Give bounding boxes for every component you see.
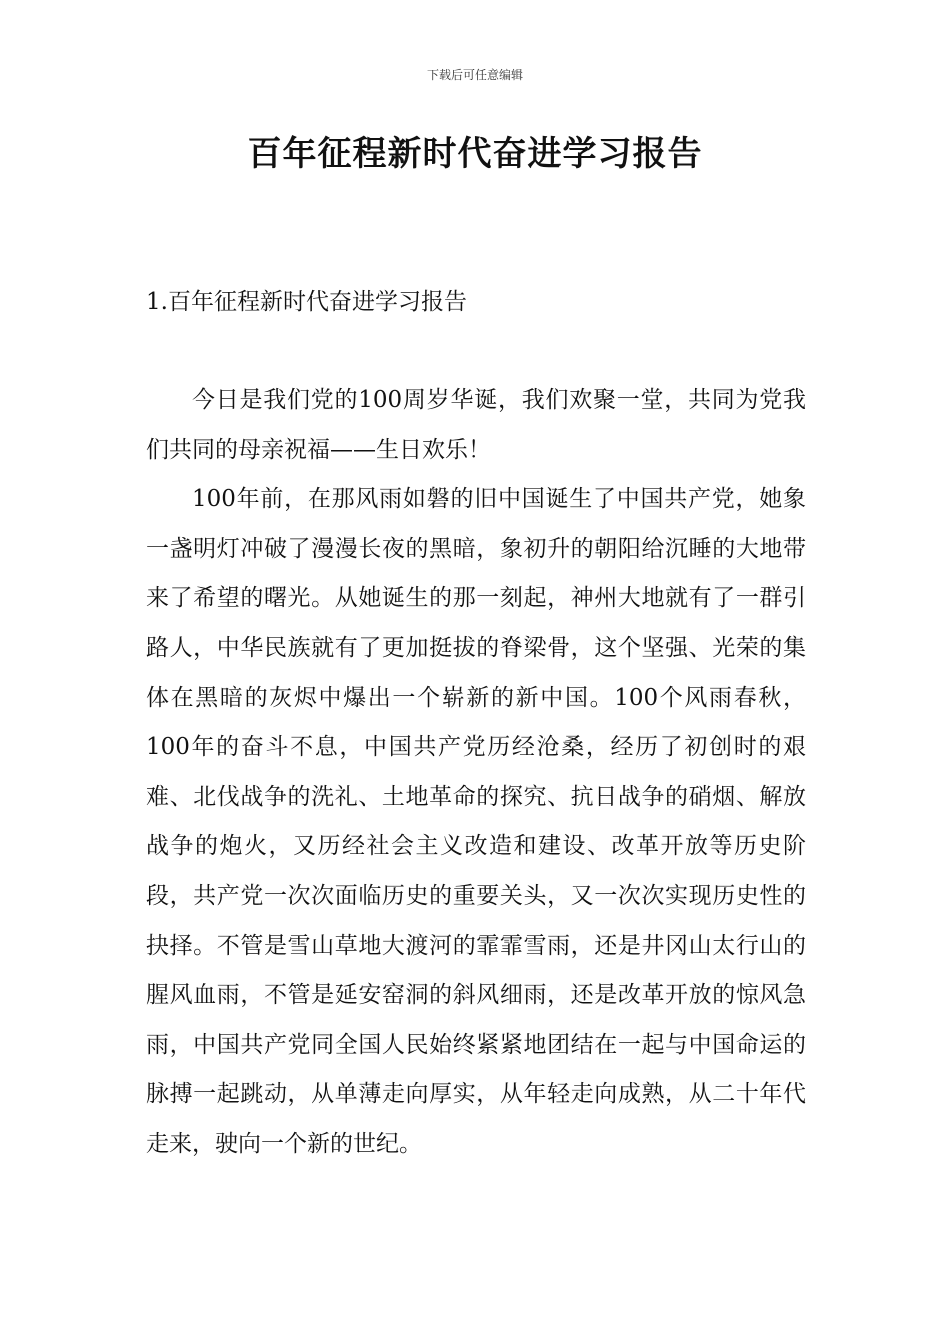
paragraph-history: 100年前，在那风雨如磐的旧中国诞生了中国共产党，她象一盏明灯冲破了漫漫长夜的黑暗，象初升的朝阳给沉睡的大地带来了希望的曙光。从她诞生的那一刻起，神州大地就有了一群引路人，中华民族就有了更加挺拔的脊梁骨，这个坚强、光荣的集体在黑暗的灰烬中爆出一个崭新的新中国。100个风雨春秋，100年的奋斗不息，中国共产党历经沧桑，经历了初创时的艰难、北伐战争的洗礼、土地革命的探究、抗日战争的硝烟、解放战争的炮火，又历经社会主义改造和建设、改革开放等历史阶段，共产党一次次面临历史的重要关头，又一次次实现历史性的抉择。不管是雪山草地大渡河的霏霏雪雨，还是井冈山太行山的腥风血雨，不管是延安窑洞的斜风细雨，还是改革开放的惊风急雨，中国共产党同全国人民始终紧紧地团结在一起与中国命运的脉搏一起跳动，从单薄走向厚实，从年轻走向成熟，从二十年代走来，驶向一个新的世纪。: [146, 486, 806, 1157]
document-body: [146, 376, 806, 1170]
paragraph-intro: 今日是我们党的100周岁华诞，我们欢聚一堂，共同为党我们共同的母亲祝福——生日欢乐！: [146, 387, 806, 463]
section-heading: 1.百年征程新时代奋进学习报告: [146, 289, 467, 315]
header-note: 下载后可任意编辑: [426, 68, 523, 82]
document-title: 百年征程新时代奋进学习报告: [247, 134, 703, 174]
